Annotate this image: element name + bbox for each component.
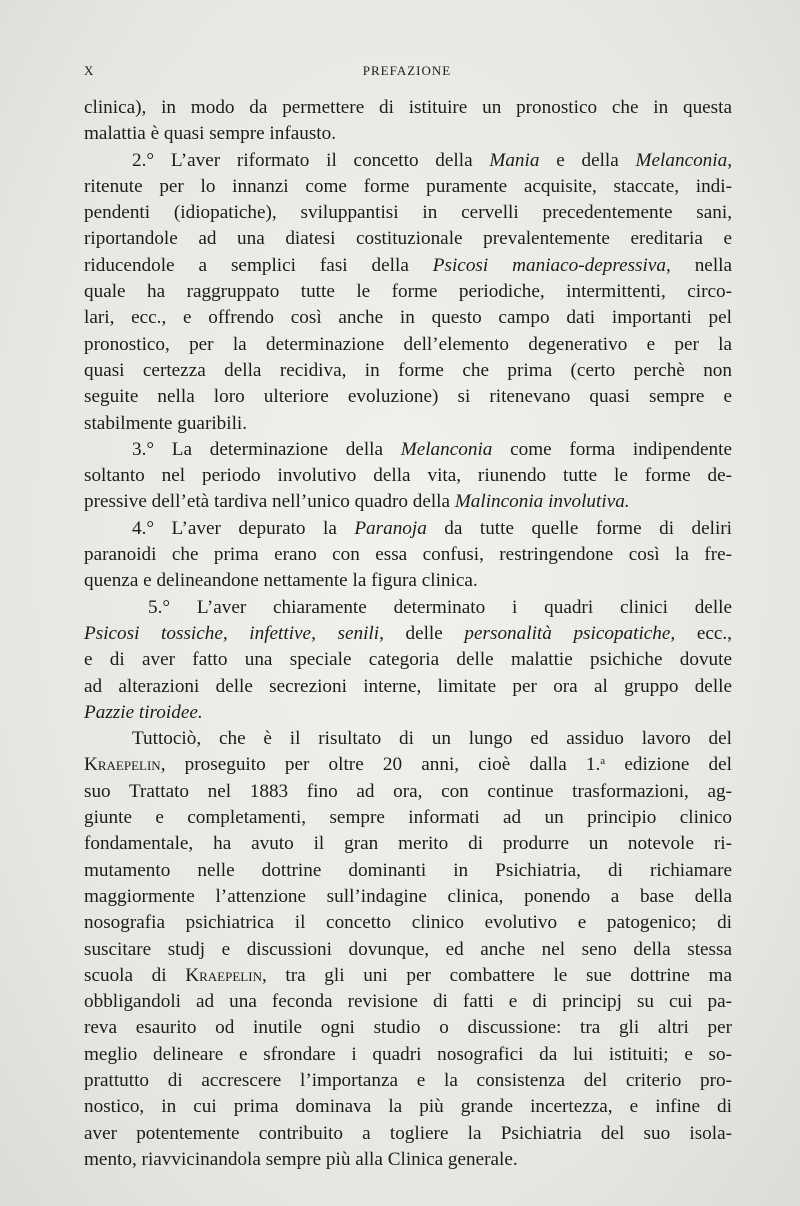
text-segment: nostico, in cui prima dominava la più grande incertezza, e infine di	[84, 1096, 732, 1118]
text-line	[84, 463, 732, 489]
text-segment: mento, riavvicinandola sempre più alla Clinica generale.	[84, 1148, 518, 1170]
paragraph	[84, 595, 732, 726]
italic-text: personalità psicopatiche,	[464, 622, 676, 644]
text-segment: obbligandoli ad una feconda revisione di fatti e di principj su cui pa-	[84, 991, 732, 1013]
text-line	[84, 174, 732, 200]
text-segment: lari, ecc., e offrendo così anche in questo campo dati importanti pel	[84, 307, 732, 329]
text-segment: quenza e delineandone nettamente la figura clinica.	[84, 570, 478, 592]
italic-text: Melanconia,	[635, 149, 732, 171]
text-line	[84, 884, 732, 910]
paragraph	[84, 437, 732, 516]
text-segment: quale ha raggruppato tutte le forme periodiche, intermittenti, circo-	[84, 281, 732, 303]
text-line	[84, 805, 732, 831]
text-line	[84, 437, 732, 463]
author-name: Kraepelin	[185, 964, 262, 986]
text-segment: come forma indipendente	[492, 438, 732, 460]
italic-text: Malinconia involutiva.	[454, 491, 630, 513]
text-segment: , nella	[665, 254, 732, 276]
text-segment: giunte e completamenti, sempre informati ad un principio clinico	[84, 807, 732, 829]
page-header	[84, 63, 730, 87]
text-line	[84, 910, 732, 936]
text-segment: da tutte quelle forme di deliri	[426, 517, 732, 539]
text-segment: fondamentale, ha avuto il gran merito di produrre un notevole ri-	[84, 833, 732, 855]
text-segment: ritenute per lo innanzi come forme puramente acquisite, staccate, indi-	[84, 175, 732, 197]
paragraph	[84, 148, 732, 437]
text-line	[84, 1121, 732, 1147]
text-segment: e della	[539, 149, 636, 171]
text-line	[84, 595, 732, 621]
text-line	[84, 411, 732, 437]
text-segment: meglio delineare e sfrondare i quadri nosografici da lui istituiti; e so-	[84, 1043, 732, 1065]
text-line	[84, 726, 732, 752]
italic-text: Psicosi tossiche, infettive, senili,	[84, 622, 384, 644]
text-segment: Tuttociò, che è il risultato di un lungo ed assiduo lavoro del	[132, 728, 732, 750]
text-segment: soltanto nel periodo involutivo della vita, riunendo tutte le forme de-	[84, 465, 732, 487]
text-segment: stabilmente guaribili.	[84, 412, 248, 434]
text-line	[84, 279, 732, 305]
text-segment: prattutto di accrescere l’importanza e la consistenza del criterio pro-	[84, 1069, 732, 1091]
text-line	[84, 95, 732, 121]
text-segment: suo Trattato nel 1883 fino ad ora, con continue trasformazioni, ag-	[84, 780, 732, 802]
text-segment: seguite nella loro ulteriore evoluzione) si ritenevano quasi sempre e	[84, 386, 732, 408]
page-number: X	[84, 63, 95, 78]
text-segment: scuola di	[84, 964, 186, 986]
paragraph	[84, 516, 732, 595]
text-line	[84, 752, 732, 778]
text-segment: quasi certezza della recidiva, in forme che prima (certo perchè non	[84, 359, 732, 381]
body-text	[84, 95, 732, 1173]
text-line	[84, 516, 732, 542]
text-line	[84, 542, 732, 568]
text-line	[84, 305, 732, 331]
text-segment: malattia è quasi sempre infausto.	[84, 123, 337, 145]
text-segment: clinica), in modo da permettere di istituire un pronostico che in questa	[84, 97, 732, 118]
text-segment: maggiormente l’attenzione sull’indagine clinica, ponendo a base della	[84, 885, 732, 907]
text-line	[84, 226, 732, 252]
text-segment: pressive dell’età tardiva nell’unico quadro della	[84, 491, 455, 513]
text-line	[84, 1042, 732, 1068]
text-segment: riportandole ad una diatesi costituzionale prevalentemente ereditaria e	[84, 228, 732, 250]
text-segment: 4.° L’aver depurato la	[132, 517, 355, 539]
text-line	[84, 858, 732, 884]
text-line	[84, 568, 732, 594]
text-line	[84, 937, 732, 963]
text-line	[84, 621, 732, 647]
text-segment: , proseguito per oltre 20 anni, cioè dalla 1.	[160, 754, 601, 776]
text-segment: edizione del	[605, 754, 732, 776]
text-line	[84, 253, 732, 279]
text-line	[84, 647, 732, 673]
text-line	[84, 332, 732, 358]
text-segment: 3.° La determinazione della	[132, 438, 401, 460]
italic-text: Psicosi maniaco-depressiva	[432, 254, 666, 276]
superscript: a	[600, 755, 606, 768]
text-line	[84, 1068, 732, 1094]
text-line	[84, 1147, 732, 1173]
text-segment: delle	[383, 622, 465, 644]
text-line	[84, 700, 732, 726]
text-line	[84, 779, 732, 805]
text-line	[84, 489, 732, 515]
text-line	[84, 358, 732, 384]
text-segment: riducendole a semplici fasi della	[84, 254, 433, 276]
text-line	[84, 963, 732, 989]
text-segment: pronostico, per la determinazione dell’elemento degenerativo e per la	[84, 333, 732, 355]
text-segment: e di aver fatto una speciale categoria delle malattie psichiche dovute	[84, 649, 732, 671]
text-line	[84, 831, 732, 857]
text-line	[84, 148, 732, 174]
text-line	[84, 1015, 732, 1041]
italic-text: Pazzie tiroidee.	[84, 701, 203, 723]
italic-text: Mania	[489, 149, 540, 171]
text-segment: 2.° L’aver riformato il concetto della	[132, 149, 490, 171]
paragraph	[84, 95, 732, 148]
text-line	[84, 200, 732, 226]
text-segment: ecc.,	[675, 622, 732, 644]
author-name: Kraepelin	[84, 754, 161, 776]
text-segment: paranoidi che prima erano con essa confusi, restringendone così la fre-	[84, 544, 732, 566]
text-segment: aver potentemente contribuito a togliere la Psichiatria del suo isola-	[84, 1122, 732, 1144]
text-segment: ad alterazioni delle secrezioni interne, limitate per ora al gruppo delle	[84, 675, 732, 697]
text-line	[84, 989, 732, 1015]
text-segment: mutamento nelle dottrine dominanti in Psichiatria, di richiamare	[84, 859, 732, 881]
italic-text: Melanconia	[400, 438, 493, 460]
italic-text: Paranoja	[354, 517, 427, 539]
running-title: PREFAZIONE	[362, 63, 452, 78]
text-line	[84, 384, 732, 410]
text-line	[84, 121, 732, 147]
text-segment: 5.° L’aver chiaramente determinato i quadri clinici delle	[148, 596, 732, 618]
paragraph	[84, 726, 732, 1173]
text-line	[84, 1094, 732, 1120]
text-segment: pendenti (idiopatiche), sviluppantisi in cervelli precedentemente sani,	[84, 202, 732, 224]
text-segment: nosografia psichiatrica il concetto clinico evolutivo e patogenico; di	[84, 912, 732, 934]
text-line	[84, 674, 732, 700]
text-segment: reva esaurito od inutile ogni studio o discussione: tra gli altri per	[84, 1017, 732, 1039]
text-segment: suscitare studj e discussioni dovunque, ed anche nel seno della stessa	[84, 938, 732, 960]
text-segment: , tra gli uni per combattere le sue dottrine ma	[261, 964, 732, 986]
